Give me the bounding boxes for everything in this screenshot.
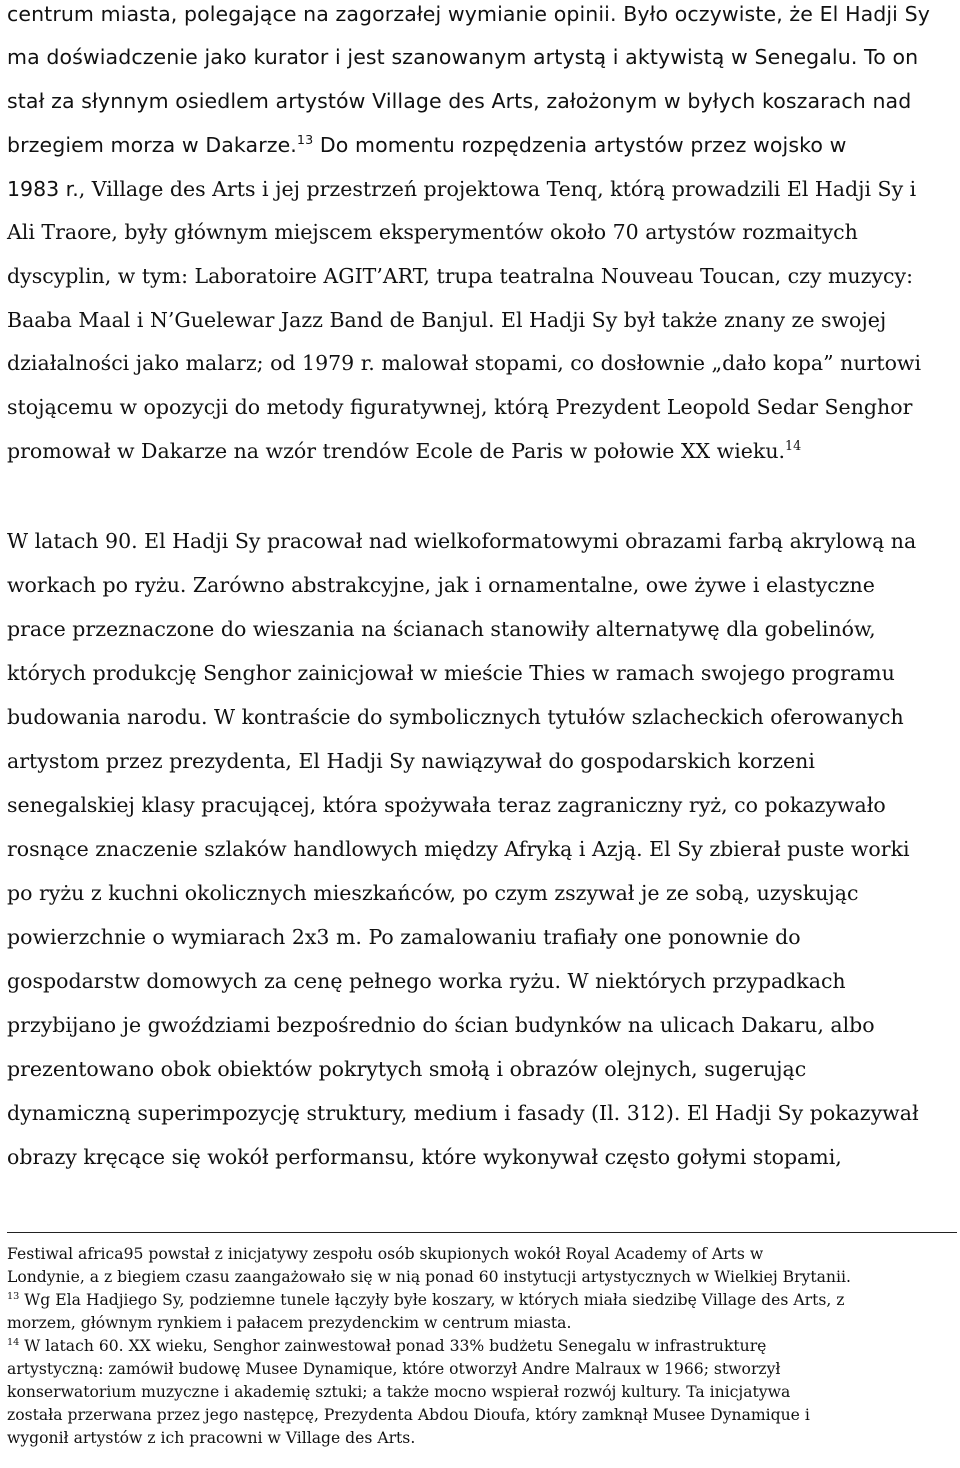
footnote-line: morzem, głównym rynkiem i pałacem prezydenckim w centrum miasta. (7, 1314, 572, 1332)
body-line: workach po ryżu. Zarówno abstrakcyjne, jak i ornamentalne, owe żywe i elastyczne (7, 573, 875, 597)
body-line: których produkcję Senghor zainicjował w mieście Thies w ramach swojego programu (7, 661, 895, 685)
body-line: powierzchnie o wymiarach 2x3 m. Po zamalowaniu trafiały one ponownie do (7, 925, 801, 949)
body-text: Do momentu rozpędzenia artystów przez wojsko w (313, 133, 847, 157)
footnote-line: artystyczną: zamówił budowę Musee Dynamique, które otworzył Andre Malraux w 1966; stworzył (7, 1360, 781, 1378)
body-line: W latach 90. El Hadji Sy pracował nad wielkoformatowymi obrazami farbą akrylową na (7, 529, 917, 553)
body-line: gospodarstw domowych za cenę pełnego worka ryżu. W niektórych przypadkach (7, 969, 846, 993)
footnote-13 (7, 1293, 844, 1309)
body-line: artystom przez prezydenta, El Hadji Sy nawiązywał do gospodarskich korzeni (7, 749, 815, 773)
body-line: działalności jako malarz; od 1979 r. malował stopami, co dosłownie „dało kopa” nurtowi (7, 351, 922, 375)
footnote-ref-14[interactable]: 14 (785, 438, 802, 454)
body-line: stojącemu w opozycji do metody figuratywnej, którą Prezydent Leopold Sedar Senghor (7, 395, 913, 419)
body-text: brzegiem morza w Dakarze. (7, 133, 297, 157)
footnote-line: konserwatorium muzyczne i akademię sztuki; a także mocno wspierał rozwój kultury. Ta inicjatywa (7, 1383, 791, 1401)
footnote-line: Londynie, a z biegiem czasu zaangażowało się w nią ponad 60 instytucji artystycznych w Wielkiej Brytanii. (7, 1268, 851, 1286)
body-line: prezentowano obok obiektów pokrytych smołą i obrazów olejnych, sugerując (7, 1057, 807, 1081)
body-line: obrazy kręcące się wokół performansu, które wykonywał często gołymi stopami, (7, 1145, 842, 1169)
body-line: dyscyplin, w tym: Laboratoire AGIT’ART, trupa teatralna Nouveau Toucan, czy muzycy: (7, 264, 913, 288)
footnote-14 (7, 1339, 766, 1355)
body-line: Baaba Maal i N’Guelewar Jazz Band de Banjul. El Hadji Sy był także znany ze swojej (7, 308, 887, 332)
body-text: , Village des Arts i jej przestrzeń projektowa Tenq, którą prowadzili El Hadji Sy i (78, 177, 917, 201)
footnote-text: W latach 60. XX wieku, Senghor zainwestował ponad 33% budżetu Senegalu w infrastrukturę (19, 1337, 767, 1355)
body-line: przybijano je gwoździami bezpośrednio do ścian budynków na ulicach Dakaru, albo (7, 1013, 875, 1037)
footnote-separator (7, 1232, 957, 1233)
body-line (7, 438, 802, 463)
body-line: dynamiczną superimpozycję struktury, medium i fasady (Il. 312). El Hadji Sy pokazywał (7, 1101, 919, 1125)
body-text: 1983 r. (7, 177, 79, 201)
body-line: stał za słynnym osiedlem artystów Village des Arts, założonym w byłych koszarach nad (7, 89, 912, 113)
body-line (7, 132, 847, 157)
body-line: rosnące znaczenie szlaków handlowych między Afryką i Azją. El Sy zbierał puste worki (7, 837, 910, 861)
body-text: promował w Dakarze na wzór trendów Ecole de Paris w połowie XX wieku. (7, 439, 786, 463)
body-line: ma doświadczenie jako kurator i jest szanowanym artystą i aktywistą w Senegalu. To on (7, 45, 919, 69)
footnote-line: Festiwal africa95 powstał z inicjatywy zespołu osób skupionych wokół Royal Academy of Arts w (7, 1245, 764, 1263)
footnote-number: 13 (7, 1291, 20, 1303)
body-line: senegalskiej klasy pracującej, która spożywała teraz zagraniczny ryż, co pokazywało (7, 793, 886, 817)
footnote-ref-13[interactable]: 13 (296, 132, 314, 148)
body-line: prace przeznaczone do wieszania na ścianach stanowiły alternatywę dla gobelinów, (7, 617, 876, 641)
footnote-line: wygonił artystów z ich pracowni w Village des Arts. (7, 1429, 416, 1447)
body-line: Ali Traore, były głównym miejscem eksperymentów około 70 artystów rozmaitych (7, 220, 858, 244)
body-line (7, 179, 916, 200)
body-line: budowania narodu. W kontraście do symbolicznych tytułów szlacheckich oferowanych (7, 705, 904, 729)
footnote-line: została przerwana przez jego następcę, Prezydenta Abdou Dioufa, który zamknął Musee Dynamique i (7, 1406, 810, 1424)
body-line: po ryżu z kuchni okolicznych mieszkańców, po czym zszywał je ze sobą, uzyskując (7, 881, 859, 905)
body-line: centrum miasta, polegające na zagorzałej wymianie opinii. Było oczywiste, że El Hadji Sy (7, 2, 930, 26)
footnote-text: Wg Ela Hadjiego Sy, podziemne tunele łączyły byłe koszary, w których miała siedzibę Village des Arts, z (19, 1291, 845, 1309)
footnote-number: 14 (7, 1337, 20, 1349)
